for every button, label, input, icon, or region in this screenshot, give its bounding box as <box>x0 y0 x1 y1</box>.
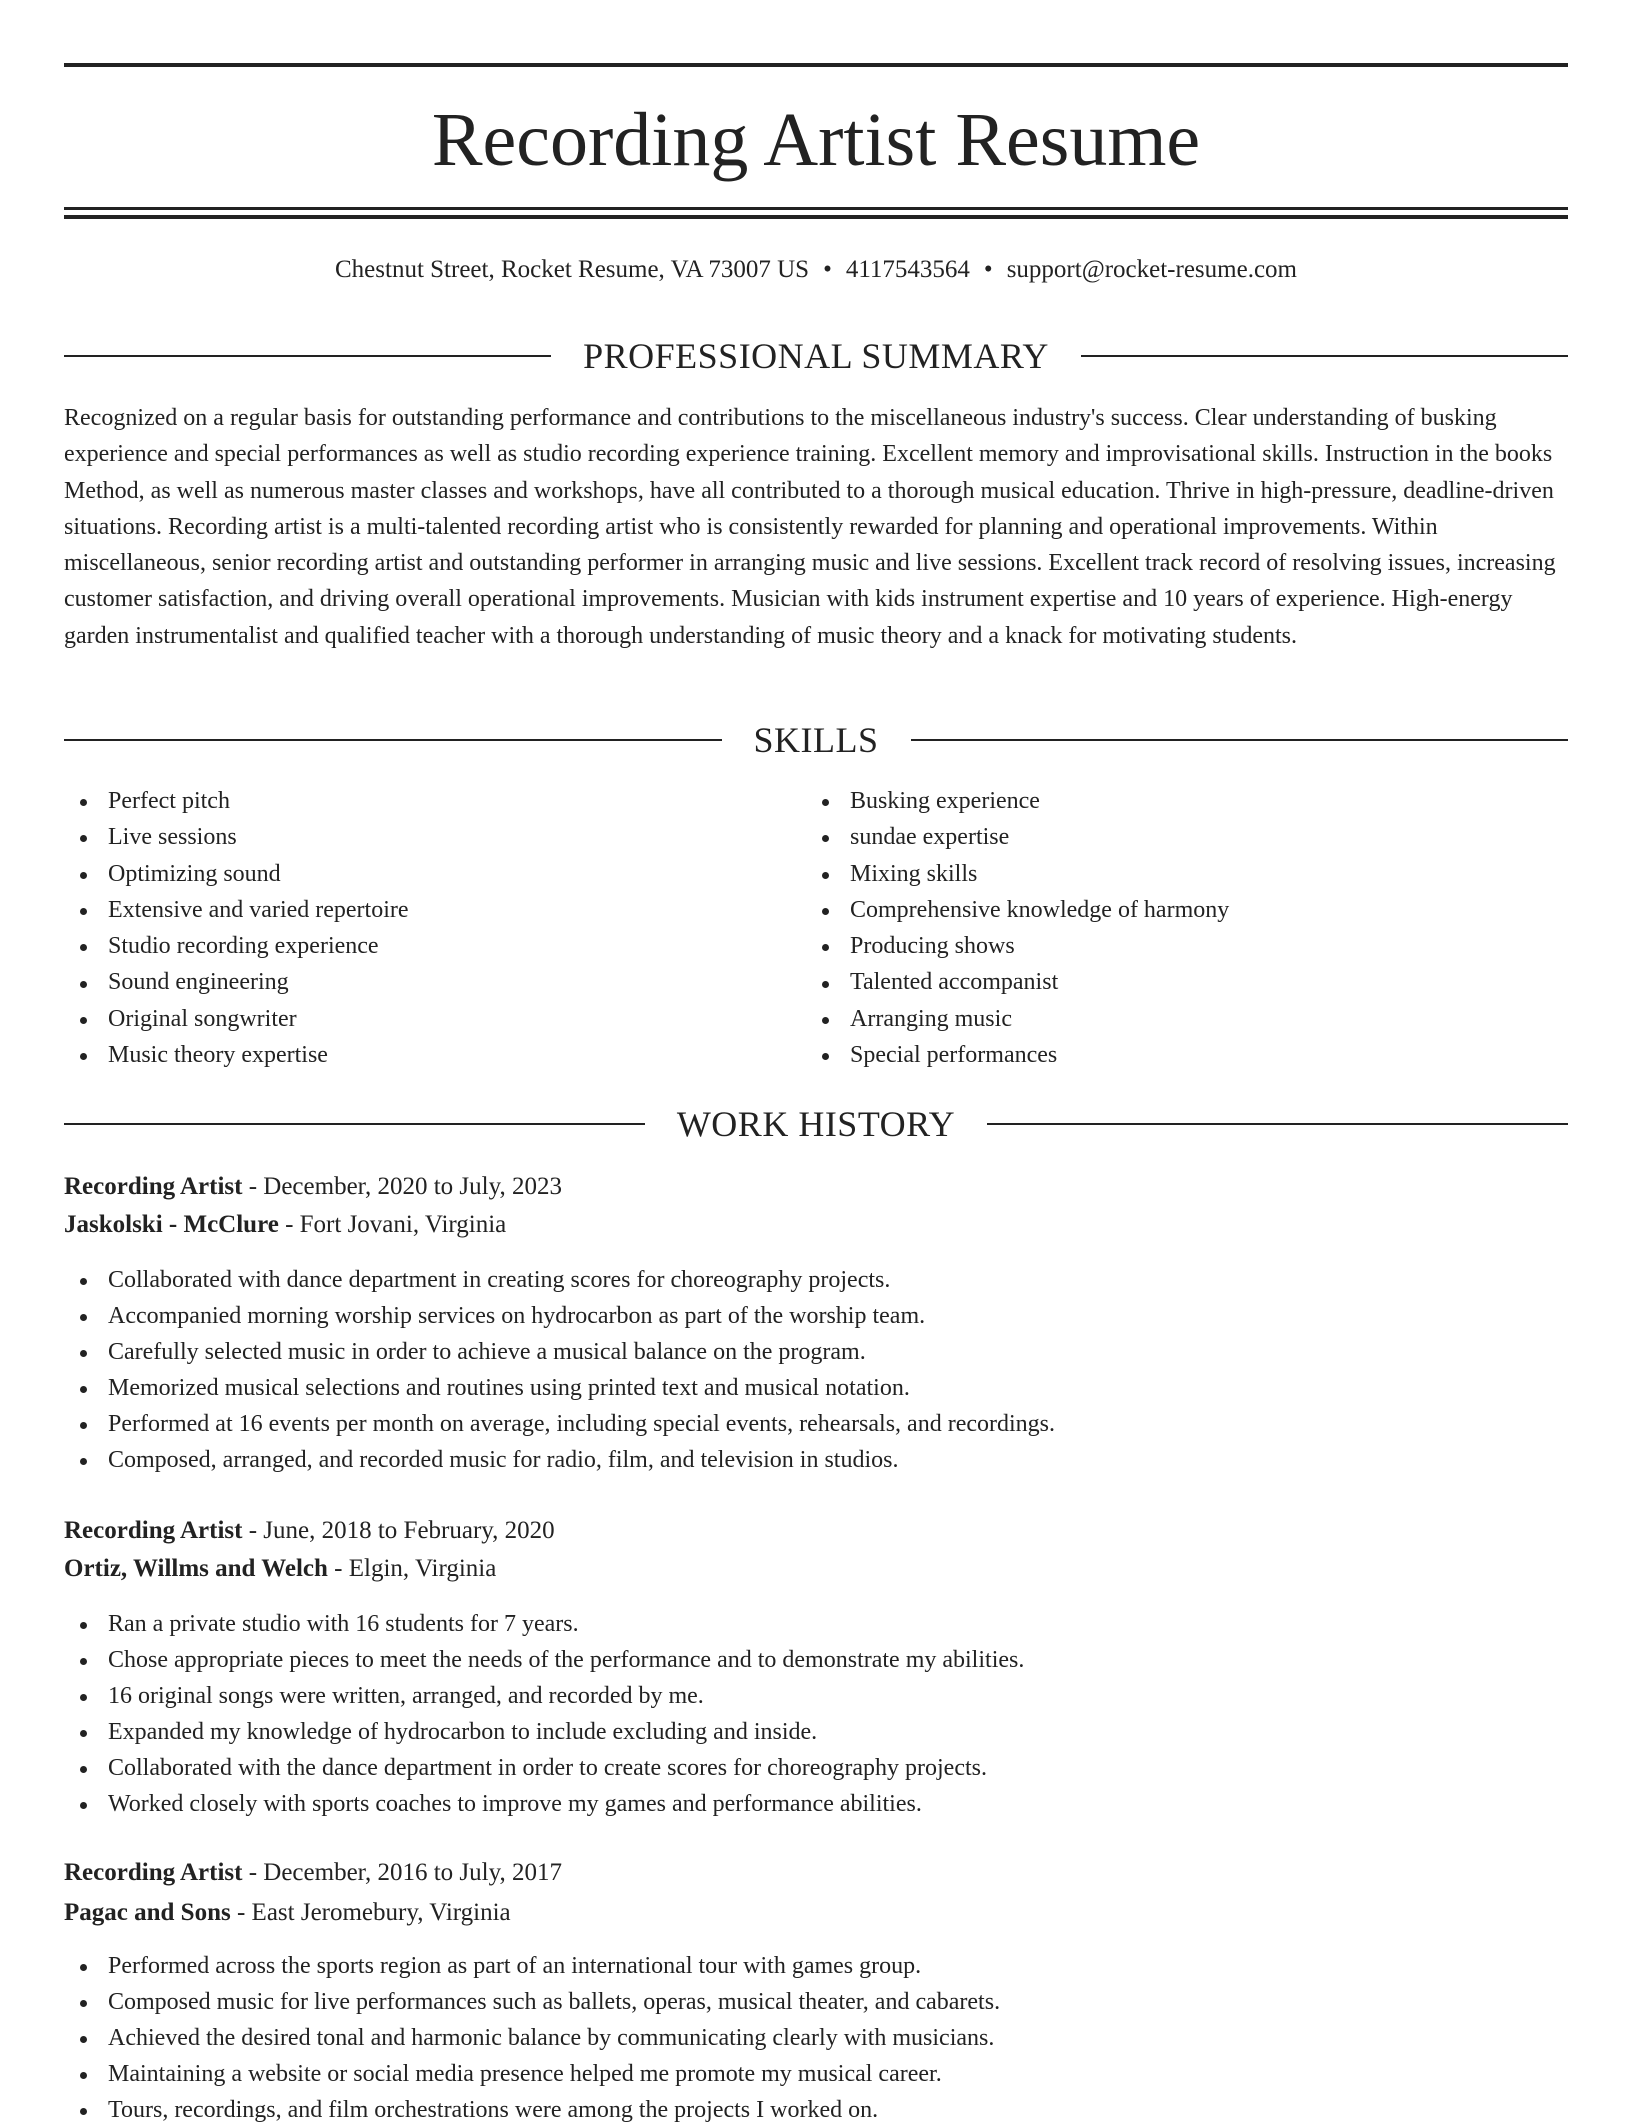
summary-section-heading <box>64 334 1568 378</box>
job-bullet: Accompanied morning worship services on hydrocarbon as part of the worship team. <box>64 1298 1568 1334</box>
skill-item: Special performances <box>806 1037 1546 1073</box>
job-location: - East Jeromebury, Virginia <box>230 1899 511 1926</box>
job-bullet: Achieved the desired tonal and harmonic balance by communicating clearly with musicians. <box>64 2020 1568 2056</box>
skill-item: Sound engineering <box>64 964 804 1000</box>
job-bullet: Ran a private studio with 16 students for 7 years. <box>64 1606 1568 1642</box>
skill-item: Busking experience <box>806 783 1546 819</box>
skills-list-left <box>64 783 804 1073</box>
job-bullet: Carefully selected music in order to achieve a musical balance on the program. <box>64 1334 1568 1370</box>
job-bullet: Memorized musical selections and routines using printed text and musical notation. <box>64 1370 1568 1406</box>
job-company: Ortiz, Willms and Welch <box>64 1555 328 1582</box>
job-company: Pagac and Sons <box>64 1899 231 1926</box>
skill-item: Optimizing sound <box>64 856 804 892</box>
skill-item: Perfect pitch <box>64 783 804 819</box>
contact-address: Chestnut Street, Rocket Resume, VA 73007 US <box>335 256 810 283</box>
summary-text: Recognized on a regular basis for outstanding performance and contributions to the miscellaneous industry's success. Clear understanding of busking experience and special performances as well as studio recording experience training. Excellent memory and improvisational skills. Instruction in the books Method, as well as numerous master classes and workshops, have all contributed to a thorough musical education. Thrive in high-pressure, deadline-driven situations. Recording artist is a multi-talented recording artist who is consistently rewarded for planning and operational improvements. Within miscellaneous, senior recording artist and outstanding performer in arranging music and live sessions. Excellent track record of resolving issues, increasing customer satisfaction, and driving overall operational improvements. Musician with kids instrument expertise and 10 years of experience. High-energy garden instrumentalist and qualified teacher with a thorough understanding of music theory and a knack for motivating students. <box>64 405 1556 649</box>
job-bullet: Maintaining a website or social media presence helped me promote my musical career. <box>64 2056 1568 2092</box>
contact-separator: • <box>823 256 832 283</box>
job-bullet: Composed music for live performances such as ballets, operas, musical theater, and cabarets. <box>64 1984 1568 2020</box>
job-bullet: Collaborated with dance department in creating scores for choreography projects. <box>64 1262 1568 1298</box>
work-history-section-heading <box>64 1102 1568 1146</box>
title-rule-lower <box>64 215 1568 219</box>
skill-item: Producing shows <box>806 928 1546 964</box>
job-bullet: Chose appropriate pieces to meet the needs of the performance and to demonstrate my abilities. <box>64 1642 1568 1678</box>
skill-item: Studio recording experience <box>64 928 804 964</box>
job-bullet-list <box>64 1262 1568 1478</box>
heading-rule <box>64 739 722 741</box>
skills-section-heading <box>64 718 1568 762</box>
job-bullet: Performed at 16 events per month on average, including special events, rehearsals, and recordings. <box>64 1406 1568 1442</box>
resume-title: Recording Artist Resume <box>431 98 1201 182</box>
contact-phone: 4117543564 <box>845 256 970 283</box>
heading-rule <box>1081 355 1568 357</box>
skill-item: Extensive and varied repertoire <box>64 892 804 928</box>
job-title-line <box>64 1854 1568 1892</box>
summary-heading-label: PROFESSIONAL SUMMARY <box>583 336 1049 376</box>
skill-item: Original songwriter <box>64 1001 804 1037</box>
skill-item: Mixing skills <box>806 856 1546 892</box>
heading-rule <box>911 739 1569 741</box>
skill-item: sundae expertise <box>806 819 1546 855</box>
job-title: Recording Artist <box>64 1859 243 1886</box>
job-bullet: Expanded my knowledge of hydrocarbon to include excluding and inside. <box>64 1714 1568 1750</box>
skill-item: Talented accompanist <box>806 964 1546 1000</box>
job-company: Jaskolski - McClure <box>64 1211 279 1238</box>
job-location: - Fort Jovani, Virginia <box>278 1211 507 1238</box>
top-rule <box>64 63 1568 67</box>
job-title-line <box>64 1168 1568 1206</box>
contact-line <box>64 254 1568 286</box>
job-title: Recording Artist <box>64 1173 243 1200</box>
contact-separator: • <box>983 256 993 283</box>
job-company-line <box>64 1206 1568 1244</box>
job-bullet: Collaborated with the dance department in order to create scores for choreography projects. <box>64 1750 1568 1786</box>
heading-rule <box>64 1123 645 1125</box>
job-title-line <box>64 1512 1568 1550</box>
skill-item: Music theory expertise <box>64 1037 804 1073</box>
job-bullet: Composed, arranged, and recorded music for radio, film, and television in studios. <box>64 1442 1568 1478</box>
job-company-line <box>64 1894 1568 1932</box>
job-title: Recording Artist <box>64 1517 243 1544</box>
job-company-line <box>64 1550 1568 1588</box>
skills-heading-label: SKILLS <box>753 720 879 760</box>
job-bullet: Performed across the sports region as part of an international tour with games group. <box>64 1948 1568 1984</box>
skill-item: Comprehensive knowledge of harmony <box>806 892 1546 928</box>
heading-rule <box>987 1123 1568 1125</box>
skill-item: Live sessions <box>64 819 804 855</box>
skills-list-right <box>806 783 1546 1073</box>
job-location: - Elgin, Virginia <box>327 1555 497 1582</box>
job-bullet-list <box>64 1606 1568 1822</box>
job-bullet: Worked closely with sports coaches to improve my games and performance abilities. <box>64 1786 1568 1822</box>
skill-item: Arranging music <box>806 1001 1546 1037</box>
job-dates: - December, 2016 to July, 2017 <box>242 1859 562 1886</box>
job-dates: - December, 2020 to July, 2023 <box>242 1173 562 1200</box>
job-bullet-list <box>64 1948 1568 2128</box>
heading-rule <box>64 355 551 357</box>
job-bullet: Tours, recordings, and film orchestrations were among the projects I worked on. <box>64 2092 1568 2128</box>
job-dates: - June, 2018 to February, 2020 <box>242 1517 555 1544</box>
work-history-heading-label: WORK HISTORY <box>676 1104 956 1144</box>
job-bullet: 16 original songs were written, arranged, and recorded by me. <box>64 1678 1568 1714</box>
contact-email: support@rocket-resume.com <box>1006 256 1297 283</box>
title-rule-upper <box>64 207 1568 210</box>
